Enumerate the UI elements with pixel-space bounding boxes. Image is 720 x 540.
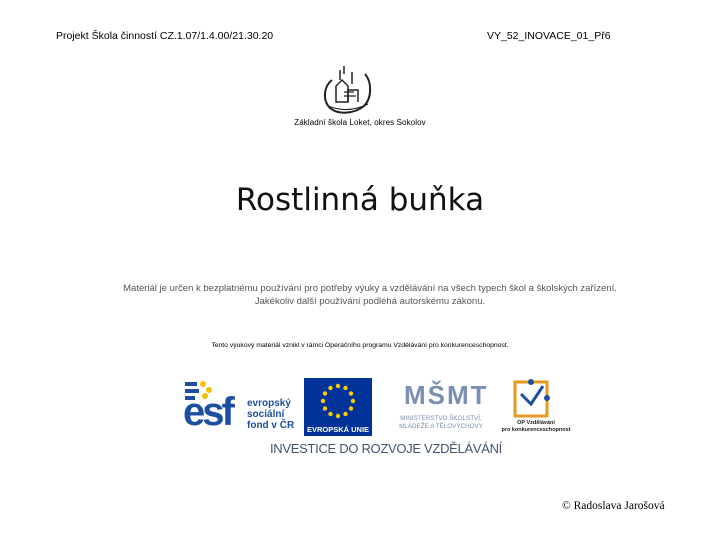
eu-caption: EVROPSKÁ UNIE [304, 424, 372, 436]
esf-line-2: sociální [247, 409, 285, 420]
material-line-1: Materiál je určen k bezplatnému používání pro potřeby výuky a vzdělávání na všech typech škol a školských zařízení. [123, 283, 617, 294]
opvk-logo [497, 376, 575, 436]
copyright: © Radoslava Jarošová [562, 500, 665, 512]
msmt-line-2: MLÁDEŽE A TĚLOVÝCHOVY [399, 423, 483, 430]
school-logo-icon [318, 62, 376, 117]
esf-logo [183, 378, 299, 436]
slogan: INVESTICE DO ROZVOJE VZDĚLÁVÁNÍ [270, 441, 502, 456]
opvk-line-2: pro konkurenceschopnost [501, 427, 571, 433]
header-project: Projekt Škola činností CZ.1.07/1.4.00/21.30.20 [56, 30, 274, 42]
eu-flag-icon [304, 378, 372, 424]
opvk-note: Tento výukový materiál vznikl v rámci Operačního programu Vzdělávání pro konkurenceschopnost. [211, 342, 509, 349]
esf-line-3: fond v ČR [247, 420, 295, 431]
material-note [60, 282, 680, 308]
material-line-2: Jakékoliv další používání podléhá autorskému zákonu. [254, 296, 486, 307]
esf-line-1: evropský [247, 398, 291, 409]
msmt-logo [392, 378, 490, 436]
header-code: VY_52_INOVACE_01_Př6 [487, 30, 611, 42]
msmt-mark: MŠMT [404, 380, 489, 410]
msmt-line-1: MINISTERSTVO ŠKOLSTVÍ, [400, 415, 482, 422]
opvk-icon [497, 376, 575, 420]
esf-mark: esf [183, 390, 232, 434]
opvk-line-1: OP Vzdělávání [517, 420, 555, 426]
eu-logo [304, 378, 372, 436]
school-name: Základní škola Loket, okres Sokolov [294, 118, 426, 127]
page-title: Rostlinná buňka [235, 182, 485, 218]
